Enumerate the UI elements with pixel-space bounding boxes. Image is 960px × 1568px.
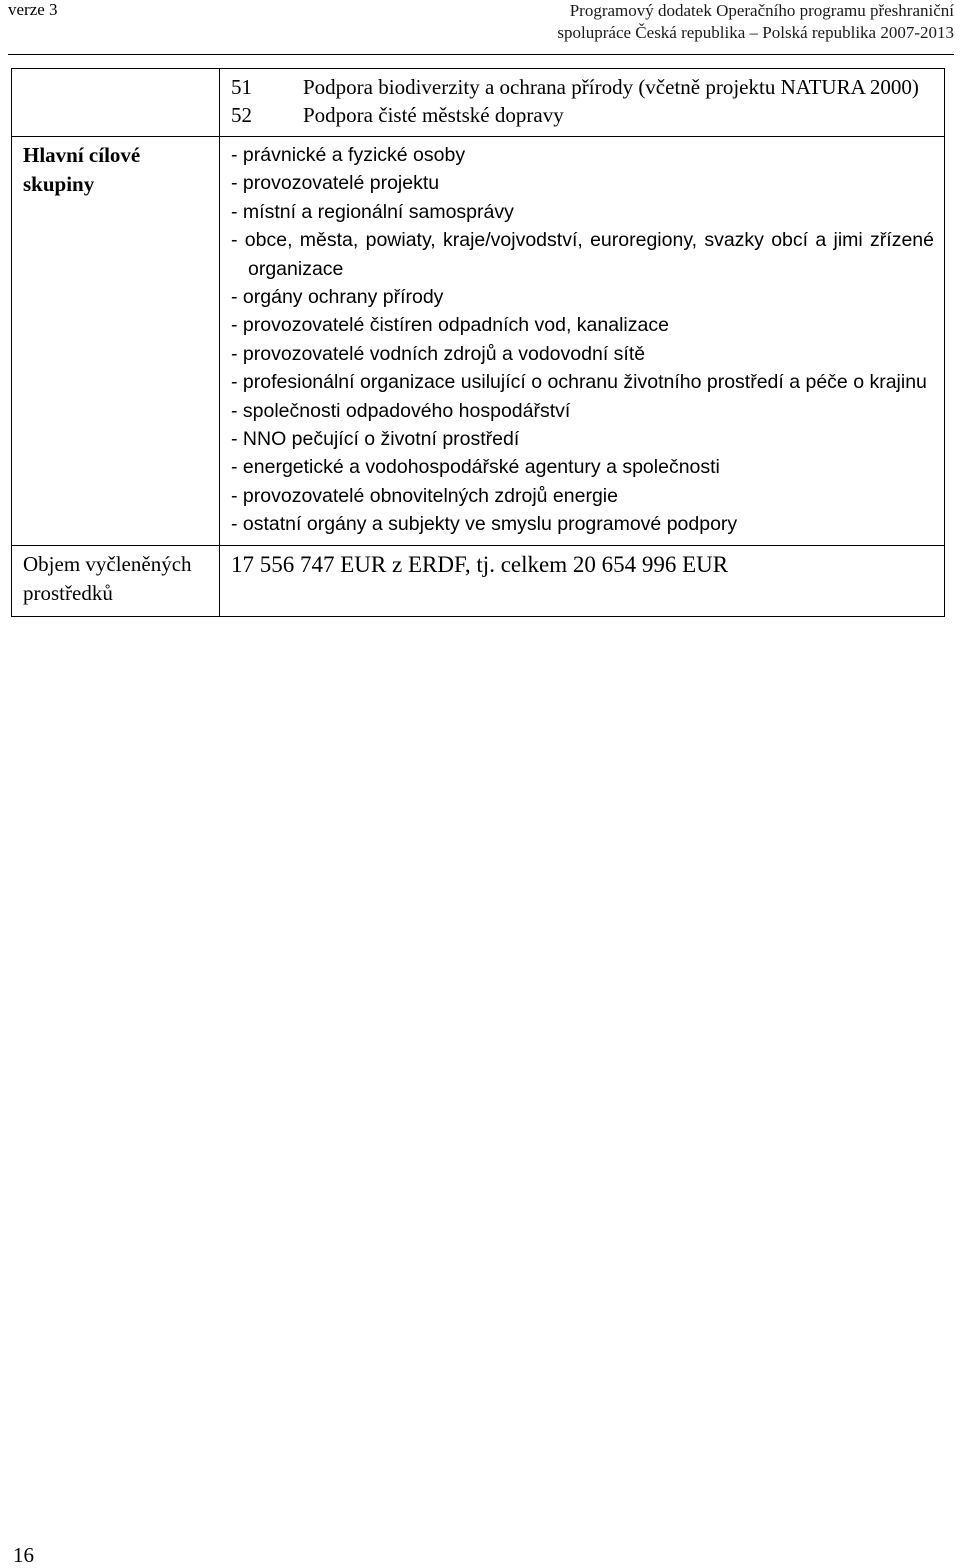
target-groups-label: Hlavní cílové skupiny: [12, 137, 220, 546]
target-group-item: - místní a regionální samosprávy: [231, 200, 514, 223]
target-group-item: - právnické a fyzické osoby: [231, 144, 466, 166]
target-groups-list: [220, 137, 945, 546]
document-title-line-2: spolupráce Česká republika – Polská republika 2007-2013: [557, 23, 954, 42]
priority-number: 51: [231, 75, 252, 99]
document-title: [557, 0, 954, 44]
priority-item: [231, 101, 934, 130]
priority-item: [231, 73, 934, 102]
target-groups-row: [12, 137, 945, 546]
target-group-item: - společnosti odpadového hospodářství: [231, 399, 571, 422]
target-group-item: - provozovatelé obnovitelných zdrojů energie: [231, 484, 618, 507]
target-group-item: - obce, města, powiaty, kraje/vojvodství, euroregiony, svazky obcí a jimi zřízené organizace: [231, 229, 934, 280]
header-rule: [8, 54, 954, 55]
priorities-label-cell: [12, 69, 220, 137]
funds-cell: [220, 545, 945, 616]
priority-number: 52: [231, 103, 252, 127]
target-group-item: - ostatní orgány a subjekty ve smyslu programové podpory: [231, 513, 738, 536]
page-number: 16: [13, 1543, 34, 1567]
programme-table: [11, 68, 945, 617]
priorities-content-cell: [220, 69, 945, 137]
funds-amount: 17 556 747 EUR z ERDF, tj. celkem 20 654 996 EUR: [231, 551, 729, 577]
priority-text: Podpora biodiverzity a ochrana přírody (včetně projektu NATURA 2000): [303, 75, 919, 99]
target-group-item: - provozovatelé vodních zdrojů a vodovodní sítě: [231, 342, 646, 365]
priorities-row: [12, 69, 945, 137]
target-group-item: - provozovatelé čistíren odpadních vod, kanalizace: [231, 314, 669, 337]
document-title-line-1: Programový dodatek Operačního programu přeshraniční: [569, 1, 954, 20]
funds-label: Objem vyčleněných prostředků: [12, 545, 220, 616]
target-group-item: - NNO pečující o životní prostředí: [231, 428, 520, 451]
version-label: verze 3: [8, 0, 58, 19]
target-group-item: - profesionální organizace usilující o ochranu životního prostředí a péče o krajinu: [231, 371, 927, 394]
target-group-item: - orgány ochrany přírody: [231, 286, 444, 309]
priority-text: Podpora čisté městské dopravy: [303, 103, 564, 127]
target-group-item: - energetické a vodohospodářské agentury a společnosti: [231, 456, 720, 479]
funds-row: [12, 545, 945, 616]
target-group-item: - provozovatelé projektu: [231, 172, 440, 195]
